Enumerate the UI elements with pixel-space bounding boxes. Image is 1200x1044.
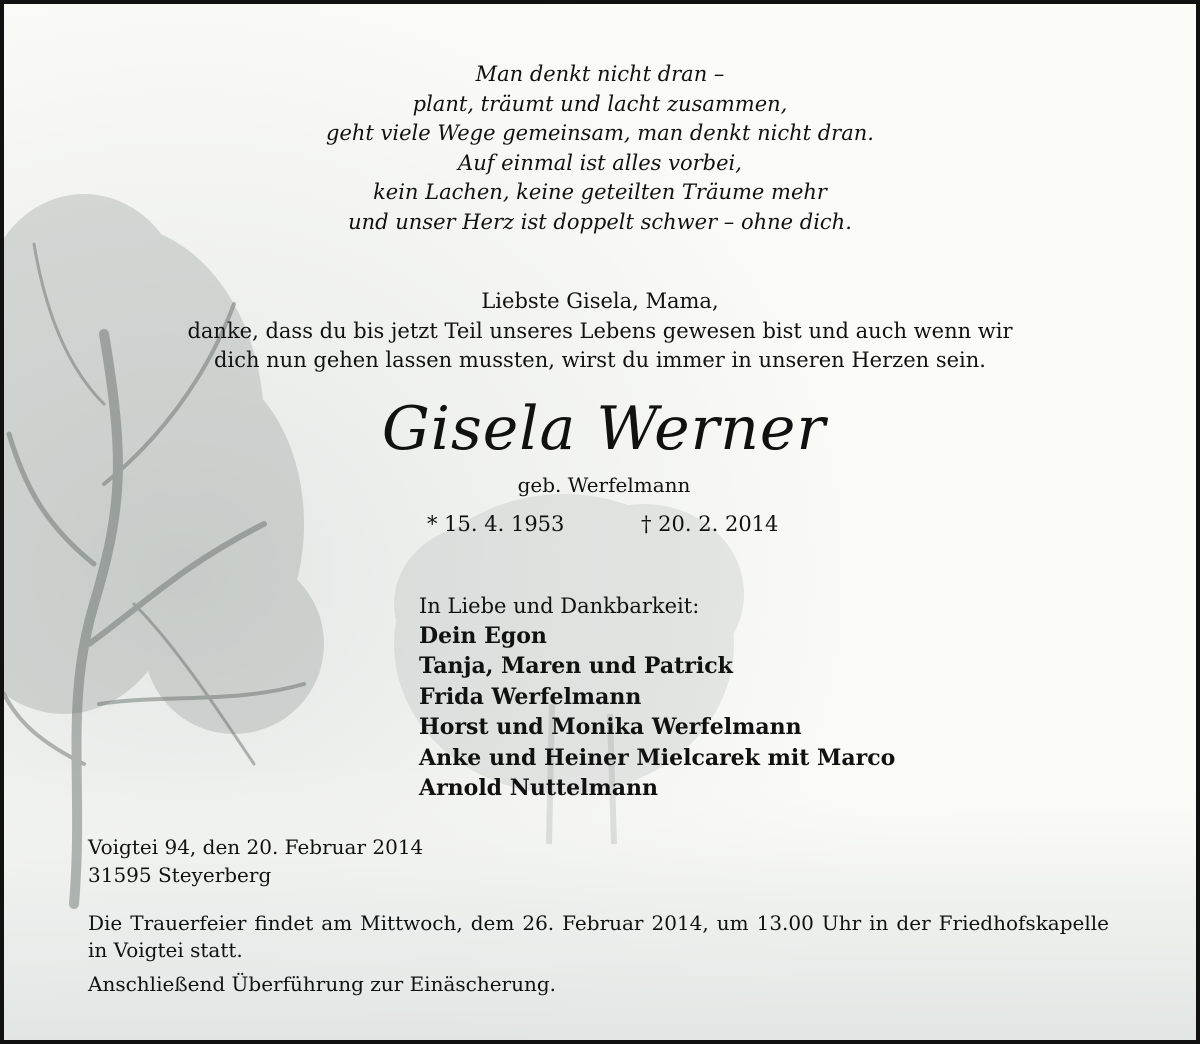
deceased-name: Gisela Werner	[381, 394, 827, 464]
maiden-name: geb. Werfelmann	[517, 473, 691, 497]
poem-line: kein Lachen, keine geteilten Träume mehr	[373, 180, 827, 205]
dedication-line: dich nun gehen lassen mussten, wirst du immer in unseren Herzen sein.	[214, 348, 986, 373]
birth-date: * 15. 4. 1953	[427, 512, 565, 536]
poem-line: geht viele Wege gemeinsam, man denkt nicht dran.	[326, 121, 874, 146]
mourners-list	[419, 592, 1059, 803]
address-line: Voigtei 94, den 20. Februar 2014	[88, 835, 424, 859]
notice-content	[4, 4, 1196, 1040]
address-line: 31595 Steyerberg	[88, 863, 272, 887]
dedication-line: Liebste Gisela, Mama,	[481, 289, 719, 313]
mourners-intro: In Liebe und Dankbarkeit:	[419, 594, 700, 618]
poem-line: Man denkt nicht dran –	[475, 62, 725, 86]
mourner-name: Dein Egon	[419, 623, 547, 649]
mourner-name: Tanja, Maren und Patrick	[419, 653, 733, 680]
poem-line: und unser Herz ist doppelt schwer – ohne dich.	[348, 209, 852, 234]
transfer-note: Anschließend Überführung zur Einäscherung.	[88, 972, 557, 996]
memorial-poem	[4, 60, 1196, 238]
mourner-name: Frida Werfelmann	[419, 683, 642, 710]
mourner-name: Anke und Heiner Mielcarek mit Marco	[419, 744, 896, 771]
poem-line: plant, träumt und lacht zusammen,	[412, 91, 788, 116]
dedication-text	[4, 287, 1196, 376]
funeral-ceremony-text: Die Trauerfeier findet am Mittwoch, dem 26. Februar 2014, um 13.00 Uhr in der Friedhofskapelle in Voigtei statt.	[88, 911, 1109, 962]
poem-line: Auf einmal ist alles vorbei,	[458, 150, 742, 175]
mourner-name: Arnold Nuttelmann	[419, 775, 659, 802]
death-date: † 20. 2. 2014	[641, 512, 779, 536]
mourner-name: Horst und Monika Werfelmann	[419, 714, 802, 741]
address-block	[88, 833, 423, 889]
dedication-line: danke, dass du bis jetzt Teil unseres Lebens gewesen bist und auch wenn wir	[187, 318, 1013, 343]
